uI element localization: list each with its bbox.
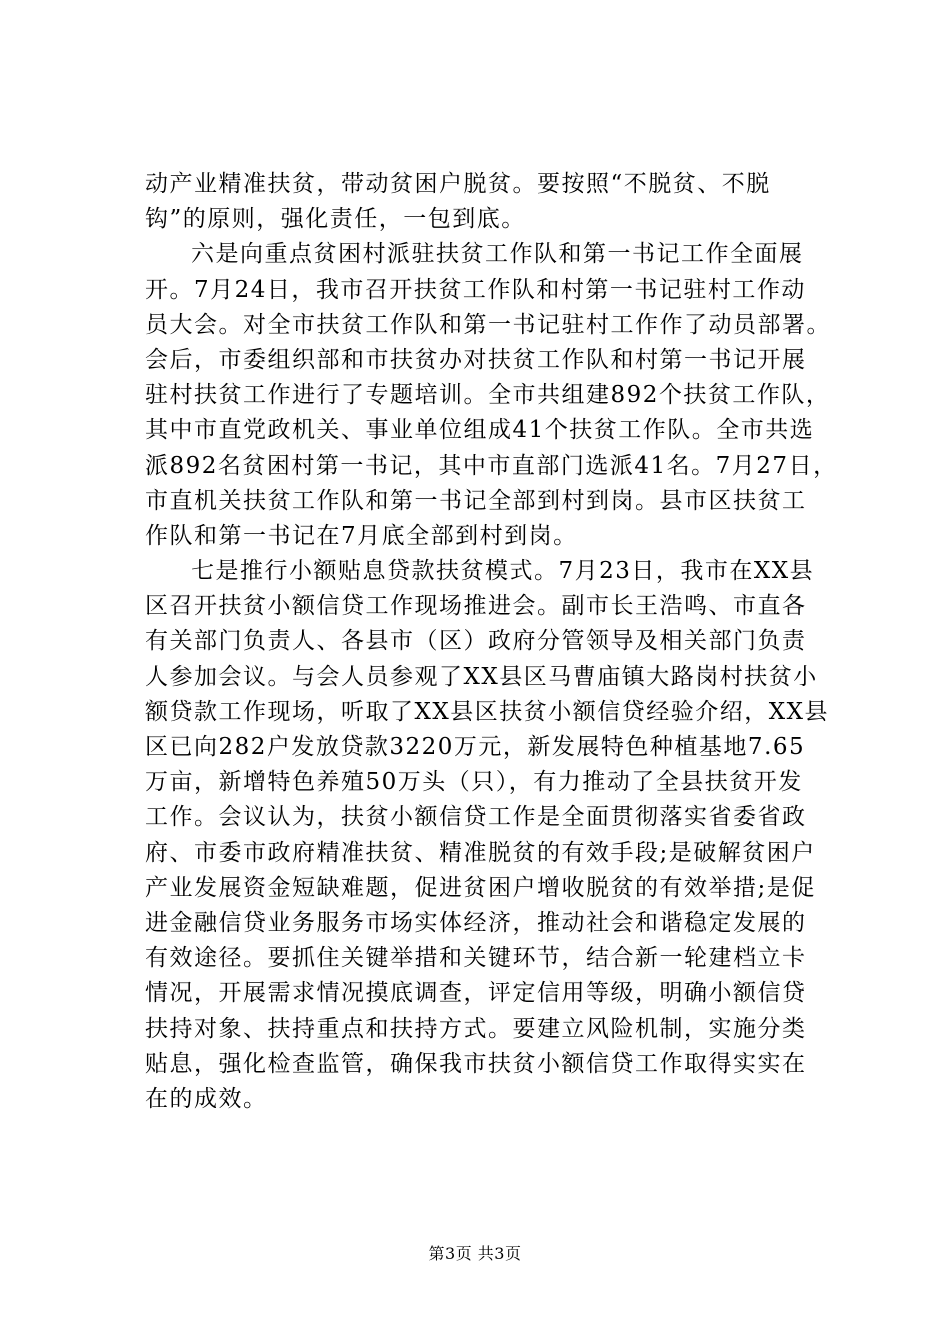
text-line: 情况，开展需求情况摸底调查，评定信用等级，明确小额信贷: [145, 980, 807, 1007]
page-number-footer: 第3页 共3页: [428, 1244, 522, 1263]
text-line: 派892名贫困村第一书记，其中市直部门选派41名。7月27日，: [145, 452, 838, 479]
text-line: 其中市直党政机关、事业单位组成41个扶贫工作队。全市共选: [145, 417, 815, 444]
text-line: 万亩，新增特色养殖50万头（只），有力推动了全县扶贫开发: [145, 769, 803, 796]
text-line: 动产业精准扶贫，带动贫困户脱贫。要按照“不脱贫、不脱: [145, 171, 771, 197]
text-line: 员大会。对全市扶贫工作队和第一书记驻村工作作了动员部署。: [145, 311, 831, 338]
text-line: 扶持对象、扶持重点和扶持方式。要建立风险机制，实施分类: [145, 1015, 807, 1042]
text-line: 作队和第一书记在7月底全部到村到岗。: [145, 522, 578, 549]
document-body: [145, 167, 845, 1117]
paragraph-start-line: 七是推行小额贴息贷款扶贫模式。7月23日，我市在XX县: [191, 558, 815, 585]
text-line: 开。7月24日，我市召开扶贫工作队和村第一书记驻村工作动: [145, 276, 806, 303]
text-line: 工作。会议认为，扶贫小额信贷工作是全面贯彻落实省委省政: [145, 804, 807, 831]
text-line: 市直机关扶贫工作队和第一书记全部到村到岗。县市区扶贫工: [145, 487, 807, 514]
text-line: 额贷款工作现场，听取了XX县区扶贫小额信贷经验介绍，XX县: [145, 698, 829, 725]
text-line: 进金融信贷业务服务市场实体经济，推动社会和谐稳定发展的: [145, 909, 807, 936]
text-line: 驻村扶贫工作进行了专题培训。全市共组建892个扶贫工作队，: [145, 382, 831, 409]
text-line: 贴息，强化检查监管，确保我市扶贫小额信贷工作取得实实在: [145, 1050, 807, 1077]
text-line: 人参加会议。与会人员参观了XX县区马曹庙镇大路岗村扶贫小: [145, 663, 818, 690]
text-line: 区已向282户发放贷款3220万元，新发展特色种植基地7.65: [145, 734, 806, 760]
text-line: 有效途径。要抓住关键举措和关键环节，结合新一轮建档立卡: [145, 945, 807, 972]
paragraph-start-line: 六是向重点贫困村派驻扶贫工作队和第一书记工作全面展: [191, 241, 804, 268]
text-line: 钩”的原则，强化责任，一包到底。: [145, 206, 526, 233]
text-line: 有关部门负责人、各县市（区）政府分管领导及相关部门负责: [145, 628, 807, 655]
text-line: 产业发展资金短缺难题，促进贫困户增收脱贫的有效举措;是促: [145, 874, 816, 901]
text-line: 府、市委市政府精准扶贫、精准脱贫的有效手段;是破解贫困户: [145, 839, 816, 866]
text-line: 会后，市委组织部和市扶贫办对扶贫工作队和村第一书记开展: [145, 346, 807, 373]
text-line: 在的成效。: [145, 1085, 268, 1112]
text-line: 区召开扶贫小额信贷工作现场推进会。副市长王浩鸣、市直各: [145, 593, 807, 620]
